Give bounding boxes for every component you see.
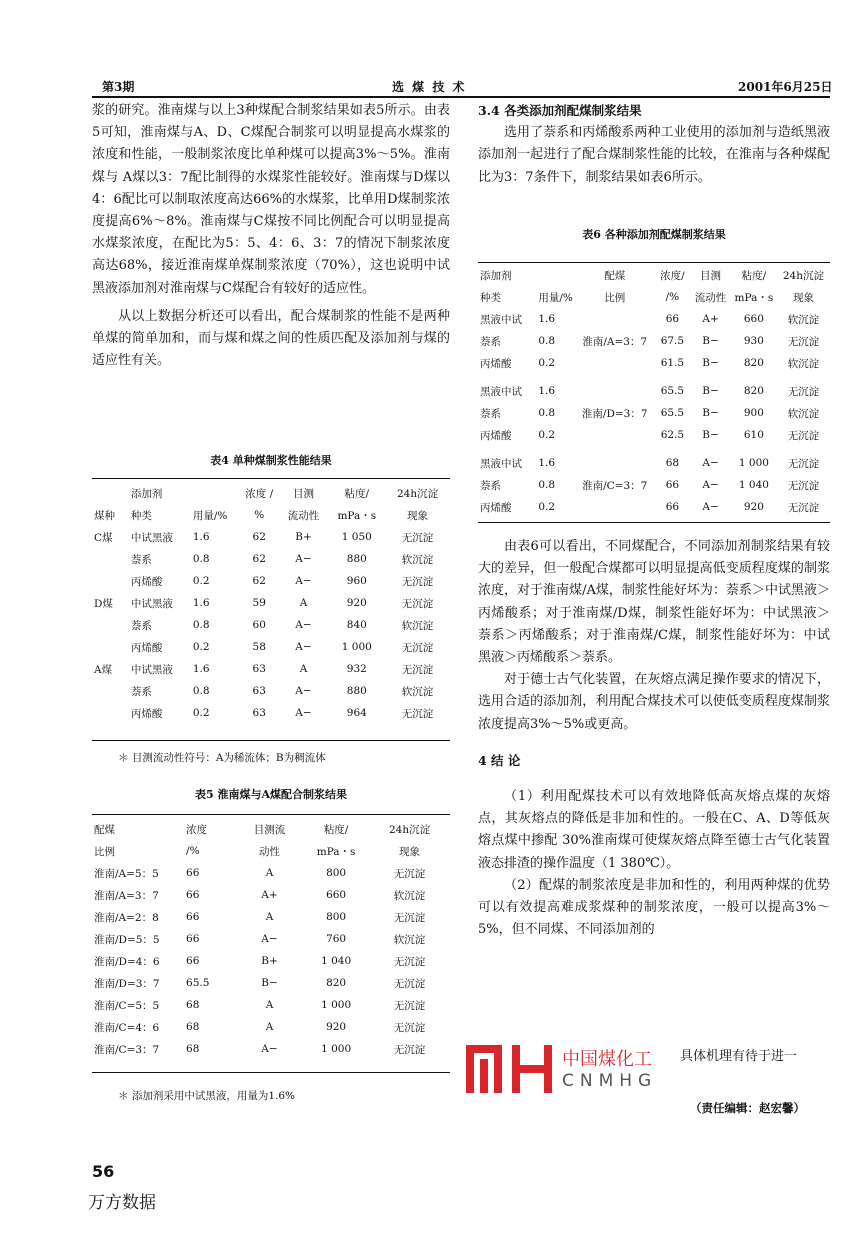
right-paragraph-1: 选用了萘系和丙烯酸系两种工业使用的添加剂与造纸黑液添加剂一起进行了配合煤制浆性能的比较，在淮南与各种煤配比为3：7条件下，制浆结果如表6所示。 [478,125,830,185]
journal-title: 选 煤 技 术 [392,80,467,94]
table-cell: 0.2 [538,501,556,513]
table-cell [575,446,655,474]
page-number: 56 [92,1162,115,1181]
logo-text-cn: 中国煤化工 [562,1049,652,1070]
table-cell: 淮南/C=3：7 [582,479,648,492]
table-row [92,570,450,592]
table-cell: 现象 [407,509,429,522]
table-cell: 中试黑液 [130,597,173,610]
right-paragraph-5-tail: 具体机理有待于进一 [680,1049,798,1064]
table-cell: 黑液中试 [480,313,522,326]
table-row [92,526,450,548]
table-row [92,636,450,658]
table-row [92,928,450,950]
table-cell [575,374,655,402]
table-cell: 0.2 [192,575,210,587]
table-cell: /% [186,845,200,857]
table-cell: 配煤 [604,269,626,282]
table-cell: 粘度/ [741,269,767,282]
table4-bottom-rule [92,740,450,741]
right-paragraph-5: （2）配煤的制浆浓度是非加和性的，利用两种煤的优势可以有效提高难成浆煤种的制浆浓度，一般可以提高3%～5%，但不同煤、不同添加剂的 [478,877,830,938]
table-cell: 59 [252,597,266,609]
table-cell: 65.5 [660,407,685,419]
table-row [478,496,830,518]
table5 [92,818,450,1060]
table-cell: mPa・s [734,291,774,304]
header-rule [92,96,830,98]
table-cell: 目测 [700,269,722,282]
section-3-4-heading: 3.4 各类添加剂配煤制浆结果 [478,103,642,118]
left-paragraph-1: 浆的研究。淮南煤与以上3种煤配合制浆结果如表5所示。由表5可知，淮南煤与A、D、C煤配合制浆可以明显提高水煤浆的浓度和性能，一般制浆浓度比单种煤可以提高3%～5%。淮南煤与 A煤以3：7配比制得的水煤浆性能较好。淮南煤与D煤以4：6配比可以制取浓度高达66%的水煤浆，比单用D煤制浆浓度提高6%～8%。淮南煤与C煤按不同比例配合可以明显提高水煤浆浓度，在配比为5：5、4：6、3：7的情况下制浆浓度高达68%，接近淮南煤单煤制浆浓度（70%），这也说明中试黑液添加剂对淮南煤与C煤配合有较好的适应性。 [92,103,450,296]
table-cell: 63 [252,685,266,697]
table-cell: 淮南/C=4：6 [94,1021,160,1034]
table-cell: 黑液中试 [480,385,522,398]
table-cell: 1 040 [321,955,352,967]
table-cell: 种类 [480,291,501,304]
table-cell: 0.8 [192,619,210,631]
table-cell: /% [665,291,680,303]
table-cell: 0.8 [538,407,556,419]
table4-caption: 表4 单种煤制浆性能结果 [210,454,332,467]
table-cell: 浓度/ [660,269,685,282]
table-cell: B− [702,429,719,441]
table-cell: 无沉淀 [787,335,820,348]
table-cell: A− [295,641,312,653]
table-cell: 1.6 [192,531,210,543]
table-cell: 68 [186,1043,200,1055]
table-row [478,424,830,446]
table-cell: mPa・s [337,509,377,522]
table-cell: 960 [346,575,367,587]
table5-note: ＊ 添加剂采用中试黑液，用量为1.6% [118,1090,296,1102]
table-cell [92,680,129,702]
table-cell: 920 [346,597,367,609]
table-cell: 964 [346,707,367,719]
table-cell [536,264,575,286]
table-header-row [478,264,830,286]
table-cell: B− [702,335,719,347]
table-row [92,1038,450,1060]
table-cell: 68 [186,999,200,1011]
table-cell: A− [295,553,312,565]
table-cell: 1 040 [738,479,769,491]
issue-date: 2001年6月25日 [738,80,833,94]
table-cell: 丙烯酸 [130,575,163,588]
table-cell: 淮南/D=5：5 [94,933,160,946]
table-cell: 24h沉淀 [388,823,431,836]
table-cell: A− [702,457,719,469]
table-cell: 萘系 [130,685,152,698]
table-cell: A− [702,479,719,491]
table-cell: A− [261,1043,278,1055]
table-cell: 60 [252,619,266,631]
table-cell: 1 000 [738,457,769,469]
table-header-row [92,504,450,526]
table-cell: B− [702,357,719,369]
table-cell: 63 [252,707,266,719]
table-cell [575,308,655,330]
table-cell: 淮南/C=3：7 [94,1043,160,1056]
table-cell: 62 [252,575,266,587]
table-cell: 800 [326,867,347,879]
table-cell: 无沉淀 [401,707,434,720]
table-cell: 0.2 [192,641,210,653]
table-cell: 无沉淀 [393,911,426,924]
right-column-top [478,100,830,189]
table-cell: A− [702,501,719,513]
table-cell: B+ [295,531,312,543]
table6-top-rule [478,262,830,263]
table-row [92,972,450,994]
table-cell: A [299,663,308,675]
table-cell: 现象 [399,845,421,858]
table-cell: 1.6 [538,457,556,469]
table6-caption: 表6 各种添加剂配煤制浆结果 [582,228,726,241]
table-cell: 1 050 [341,531,372,543]
table-cell: 760 [326,933,347,945]
table-cell: 软沉淀 [393,889,426,902]
table-cell: 930 [743,335,764,347]
table-header-row [92,840,450,862]
table-cell: 无沉淀 [401,575,434,588]
table-header-row [478,286,830,308]
table4-top-rule [92,478,450,479]
table-cell: 动性 [259,845,280,858]
table5-top-rule [92,814,450,815]
table-cell: 无沉淀 [393,977,426,990]
table-cell: B− [702,385,719,397]
table-row [92,592,450,614]
table6 [478,264,830,518]
table-cell: 1 000 [321,1043,352,1055]
table-cell: 淮南/C=5：5 [94,999,160,1012]
cnmhg-logo [466,1045,676,1095]
table-cell: 900 [743,407,764,419]
table-cell [92,570,129,592]
table-cell: 中试黑液 [130,663,173,676]
table-cell: 配煤 [94,823,115,836]
watermark: 万方数据 [88,1193,156,1213]
table-cell: 丙烯酸 [480,357,512,370]
table-cell: 68 [665,457,680,469]
table-row [92,862,450,884]
table-cell: 添加剂 [480,269,512,282]
table-cell: A煤 [94,663,113,676]
table-cell: A+ [702,313,719,325]
table-cell: 无沉淀 [787,501,820,514]
table-cell [92,702,129,724]
table-cell: 无沉淀 [787,479,820,492]
table-cell: 淮南/D=3：7 [94,977,160,990]
table-cell: 66 [186,911,200,923]
right-column-middle [478,536,830,941]
table-cell [92,614,129,636]
table-cell: 1 000 [341,641,372,653]
table-cell: 65.5 [660,385,685,397]
table-cell: 66 [186,867,200,879]
table-cell: 0.8 [192,553,210,565]
table-row [478,374,830,402]
table-row [92,548,450,570]
table-header-row [92,482,450,504]
table-cell: 920 [743,501,764,513]
table-cell: 932 [346,663,367,675]
table-cell: 920 [326,1021,347,1033]
table-cell: 无沉淀 [393,1021,426,1034]
table5-caption: 表5 淮南煤与A煤配合制浆结果 [194,788,348,801]
table-cell: 软沉淀 [787,357,820,370]
table-row [478,474,830,496]
right-paragraph-2: 由表6可以看出，不同煤配合，不同添加剂制浆结果有较大的差异，但一般配合煤都可以明显提高低变质程度煤的制浆浓度，对于淮南煤/A煤，制浆性能好坏为：萘系＞中试黑液＞丙烯酸系；对于淮南煤/D煤，制浆性能好坏为：中试黑液＞萘系＞丙烯酸系；对于淮南煤/C煤，制浆性能好坏为：中试黑液＞丙烯酸系＞萘系。 [478,539,830,666]
right-paragraph-4: （1）利用配煤技术可以有效地降低高灰熔点煤的灰熔点，其灰熔点的降低是非加和性的。一般在C、A、D等低灰熔点煤中掺配 30%淮南煤可使煤灰熔点降至德士古气化装置液态排渣的操作温度（1 380℃）。 [478,789,830,871]
table-row [478,402,830,424]
table-cell: B− [702,407,719,419]
table-cell: 0.2 [538,357,556,369]
table4 [92,482,450,724]
table-cell [575,424,655,446]
table-cell: A− [295,575,312,587]
table-cell: 660 [743,313,764,325]
table-cell: 比例 [94,845,115,858]
editor-credit: （责任编辑：赵宏馨） [690,1101,805,1115]
table-cell: 丙烯酸 [480,501,512,514]
table-cell: 淮南/A=3：7 [94,889,159,902]
table-cell: 萘系 [130,553,152,566]
table-cell: 66 [186,889,200,901]
table-cell: A [265,867,274,879]
table-cell: 无沉淀 [401,531,434,544]
table-cell: 无沉淀 [787,429,820,442]
table-cell: 添加剂 [130,487,163,500]
table-cell: 820 [326,977,347,989]
table-cell: 62.5 [660,429,685,441]
table-cell: 淮南/D=4：6 [94,955,160,968]
table-cell: 62 [252,553,266,565]
table-cell: 流动性 [694,291,727,304]
table-cell [92,482,129,504]
table-cell: A [265,1021,274,1033]
table-cell: A− [261,933,278,945]
left-paragraph-2: 从以上数据分析还可以看出，配合煤制浆的性能不是两种单煤的简单加和，而与煤和煤之间的性质匹配及添加剂与煤的适应性有关。 [92,308,450,369]
table-cell: 无沉淀 [787,385,820,398]
table-cell: B− [261,977,278,989]
table-cell [575,496,655,518]
table-cell: 无沉淀 [393,867,426,880]
table-cell: 软沉淀 [787,313,820,326]
table-cell: A [299,597,308,609]
table-cell: 软沉淀 [401,553,434,566]
table-cell: 软沉淀 [401,685,434,698]
table-cell: 淮南/D=3：7 [581,407,648,420]
table-cell: 煤种 [94,509,115,522]
table-cell: 粘度/ [323,823,349,836]
table-row [92,680,450,702]
table-cell: C煤 [94,531,113,544]
table-row [92,994,450,1016]
table-cell: 66 [186,933,200,945]
table-cell: 无沉淀 [401,641,434,654]
table-cell: 610 [743,429,764,441]
table-cell: 1.6 [192,663,210,675]
table-cell: 880 [346,685,367,697]
table-cell: 无沉淀 [393,999,426,1012]
table-cell: 粘度/ [344,487,370,500]
table-row [478,446,830,474]
table-header-row [92,818,450,840]
table6-bottom-rule [478,522,830,523]
table-cell: 丙烯酸 [480,429,512,442]
table-cell: 黑液中试 [480,457,522,470]
table-cell: 66 [665,479,680,491]
table-cell: B+ [261,955,278,967]
table-cell: 1.6 [192,597,210,609]
table-cell: 65.5 [186,977,210,989]
table-cell [92,548,129,570]
table-cell: 软沉淀 [393,933,426,946]
table-row [478,308,830,330]
logo-text-en: CNMHG [562,1071,658,1091]
table-cell: 淮南/A=3：7 [582,335,648,348]
table-cell: 800 [326,911,347,923]
table-cell: 丙烯酸 [130,641,163,654]
table-cell: 660 [326,889,347,901]
table-cell: 0.8 [192,685,210,697]
table-cell: 萘系 [480,335,501,348]
table-cell: A− [295,707,312,719]
table-cell: 萘系 [130,619,152,632]
table-cell: 萘系 [480,479,501,492]
table-cell: D煤 [94,597,113,610]
table-cell: 中试黑液 [130,531,173,544]
table-cell: 无沉淀 [787,457,820,470]
issue-number: 第3期 [102,80,135,94]
table-cell: 无沉淀 [401,663,434,676]
table-cell: 淮南/A=2：8 [94,911,159,924]
table-cell: A [265,999,274,1011]
table-row [92,906,450,928]
table-cell: 目测流 [253,823,286,836]
table-cell: 现象 [792,291,814,304]
table-cell [575,352,655,374]
table-cell: A+ [261,889,278,901]
table-row [478,352,830,374]
table-cell: 浓度 [186,823,208,836]
table-cell: 68 [186,1021,200,1033]
table-cell: 62 [252,531,266,543]
table-cell [92,636,129,658]
table-row [478,330,830,352]
table-row [92,614,450,636]
table-cell: 58 [252,641,266,653]
table-cell: A− [295,619,312,631]
table-cell: 流动性 [287,509,320,522]
table-cell: A [265,911,274,923]
table-cell: 840 [346,619,367,631]
table-cell: 目测 [292,487,314,500]
table-cell: 820 [743,385,764,397]
table-cell: 软沉淀 [401,619,434,632]
table-cell: 丙烯酸 [130,707,163,720]
table-cell: 1.6 [538,385,556,397]
table-cell: 67.5 [660,335,685,347]
table-cell: 24h沉淀 [782,269,824,282]
table-cell: A− [295,685,312,697]
section-4-heading: 4 结 论 [478,752,521,768]
table-cell: 无沉淀 [393,955,426,968]
table-cell: 比例 [604,291,626,304]
table-row [92,884,450,906]
table-cell: 用量/% [192,509,228,522]
right-paragraph-3: 对于德士古气化装置，在灰熔点满足操作要求的情况下，选用合适的添加剂，利用配合煤技术可以使低变质程度煤制浆浓度提高3%～5%或更高。 [478,672,830,732]
table5-bottom-rule [92,1072,450,1073]
table-cell: 浓度 / [245,487,274,500]
table-cell: 萘系 [480,407,501,420]
table-cell: mPa・s [316,845,356,858]
table-cell: % [254,509,265,521]
table-row [92,702,450,724]
table-cell: 66 [665,313,680,325]
table-cell: 淮南/A=5：5 [94,867,159,880]
table-cell: 63 [252,663,266,675]
table-cell: 24h沉淀 [396,487,439,500]
table-cell: 无沉淀 [393,1043,426,1056]
table-cell: 种类 [130,509,152,522]
table-cell: 61.5 [660,357,685,369]
table-cell: 0.2 [538,429,556,441]
table-cell: 880 [346,553,367,565]
table4-note: ＊ 目测流动性符号：A为稀流体；B为稠流体 [118,752,326,764]
table-row [92,658,450,680]
table-cell: 无沉淀 [401,597,434,610]
table-cell: 软沉淀 [787,407,820,420]
table-cell: 66 [665,501,680,513]
table-cell: 0.2 [192,707,210,719]
table-cell: 0.8 [538,479,556,491]
table-cell: 用量/% [538,291,573,304]
table-row [92,950,450,972]
table-cell: 1.6 [538,313,556,325]
table-row [92,1016,450,1038]
table-cell: 1 000 [321,999,352,1011]
table-cell: 820 [743,357,764,369]
table-cell: 66 [186,955,200,967]
left-column-text [92,100,450,372]
table-cell [191,482,240,504]
table-cell: 0.8 [538,335,556,347]
